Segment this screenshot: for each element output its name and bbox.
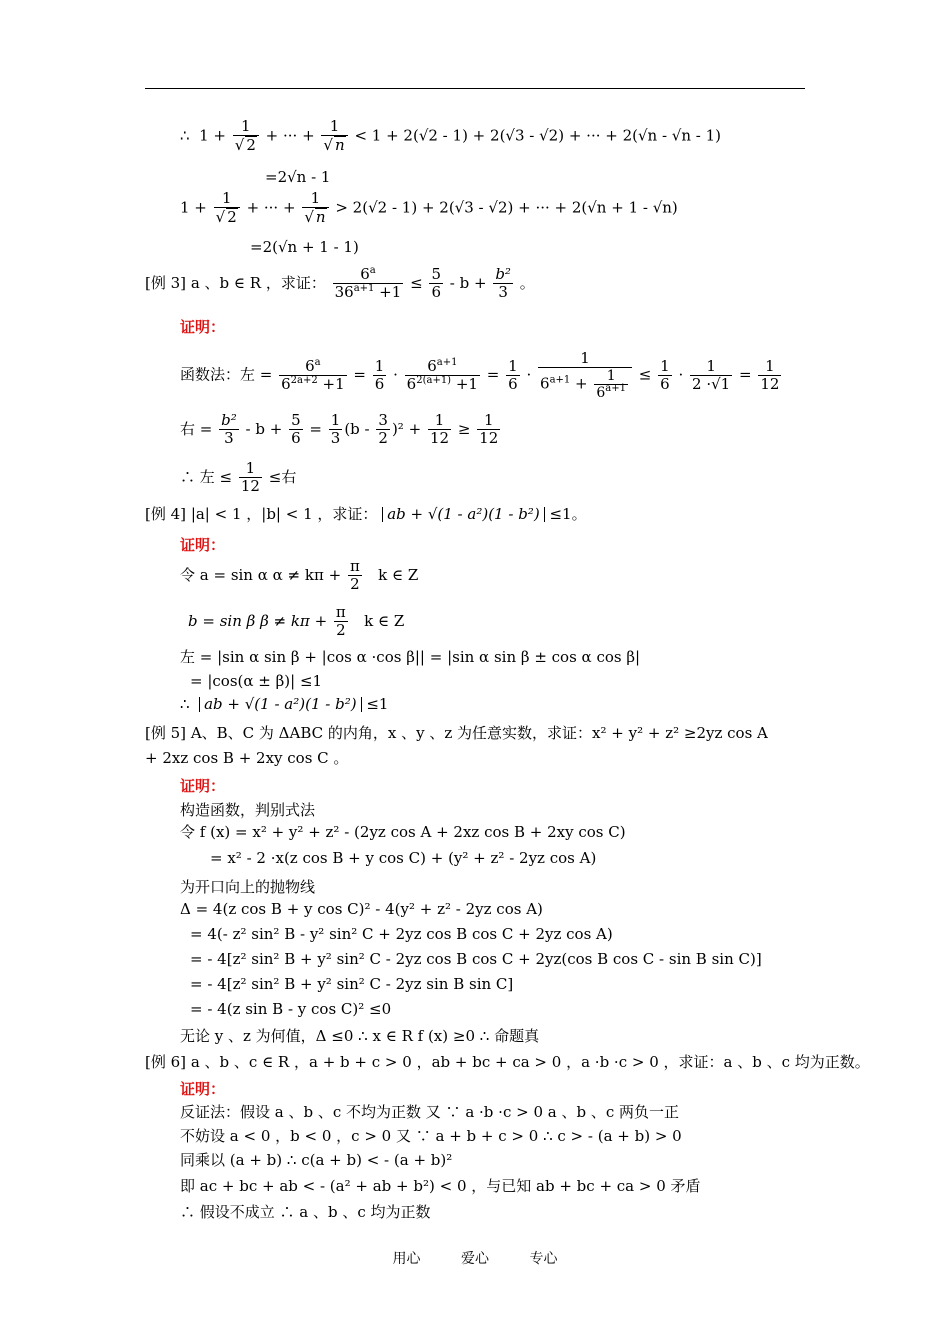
fraction: $\frac{\pi}{2}$ (335, 603, 346, 640)
left-side-line-2: = |cos(α ± β)| ≤1 (190, 672, 323, 690)
conclusion-line: ∴ 左 ≤ $\frac{1}{12}$ ≤右 (180, 459, 297, 496)
footer-text: 爱心 (461, 1251, 489, 1267)
proof-line: ∴ 假设不成立 ∴ a 、b 、c 均为正数 (180, 1203, 431, 1221)
footer-text: 专心 (529, 1251, 558, 1267)
example-label: [例 6] (145, 1053, 187, 1071)
expr-text: < 1 + 2(√2 - 1) + 2(√3 - √2) + ··· + 2(√n - √n - 1) (354, 126, 722, 145)
proof-line: 反证法：假设 a 、b 、c 不均为正数 又 ∵ a ·b ·c > 0 a 、b 、c 两负一正 (180, 1103, 680, 1121)
statement-text: 函数法：左 = (180, 365, 273, 384)
fraction: $\frac{1}{√ n}$ (302, 190, 328, 227)
proof-line: = x² - 2 ·x(z cos B + y cos C) + (y² + z² - 2yz cos A) (210, 849, 597, 867)
proof-line: 令 f (x) = x² + y² + z² - (2yz cos A + 2xz cos B + 2xy cos C) (180, 823, 626, 841)
expr-text: + ··· + (246, 198, 296, 217)
fraction: $\frac{6^{a+1}}{6^{2(a+1)} +1}$ (406, 356, 478, 394)
proof-label: 证明： (180, 1080, 226, 1098)
page-footer (0, 1248, 950, 1268)
proof-label: 证明： (180, 777, 226, 795)
therefore-symbol: ∴ (180, 126, 190, 145)
example-label: [例 4] (145, 505, 187, 523)
proof-line: Δ = 4(z cos B + y cos C)² - 4(y² + z² - 2yz cos A) (180, 900, 543, 918)
proof-line: 构造函数，判别式法 (180, 801, 316, 819)
statement-text: A、B、C 为 ΔABC 的内角，x 、y 、z 为任意实数，求证：x² + y² + z² ≥2yz cos A (190, 724, 768, 742)
fraction: $\frac{1}{6}$ (660, 356, 670, 394)
proof-line: = 4(- z² sin² B - y² sin² C + 2yz cos B cos C + 2yz cos A) (190, 925, 613, 943)
example-5-statement-cont: + 2xz cos B + 2xy cos C 。 (145, 749, 349, 767)
proof-line: = - 4[z² sin² B + y² sin² C - 2yz sin B sin C] (190, 975, 514, 993)
right-side-line: 右 = $\frac{\text{b²}}{3}$ - b + $\frac{5}{6}$ = $\frac{1}{3}$ (b - $\frac{3}{2}$ )² + $\frac{1}{12}$ ≥ $\frac{1}{12}$ (180, 411, 499, 448)
fraction: $\frac{1}{12}$ (240, 459, 260, 496)
fraction: $\frac{1}{√ 2}$ (233, 118, 259, 155)
proof-line: 不妨设 a < 0 ，b < 0 ，c > 0 又 ∵ a + b + c > 0 ∴ c > - (a + b) > 0 (180, 1127, 682, 1145)
function-method-line: 函数法：左 = $\frac{6^a}{6^{2a+2} +1}$ = $\frac{1}{6}$ · $\frac{6^{a+1}}{6^{2(a+1)} +1}$ = $\frac{1}{6}$ · 1 $6^{a+1}$ + $\frac{1}{6^{a+1}}$ ≤ $\frac{1}{6}$ · $\frac{1}{2 \cdot√1}$ = $\frac{1}{12}$ (180, 349, 780, 402)
fraction: $\frac{1}{6}$ (508, 356, 518, 394)
expr-text: + ··· + (265, 126, 315, 145)
footer-text: 用心 (392, 1251, 421, 1267)
fraction: $\frac{6^a}{6^{2a+2} +1}$ (281, 356, 345, 394)
proof-line: = - 4(z sin B - y cos C)² ≤0 (190, 1000, 392, 1018)
fraction: $\frac{6^a}{36^{a+1} +1}$ (334, 265, 402, 302)
fraction: 1 $6^{a+1}$ + $\frac{1}{6^{a+1}}$ (538, 350, 632, 401)
substitution-b: b = sin β β ≠ kπ + $\frac{\pi}{2}$ k ∈ Z (188, 603, 405, 640)
fraction: $\frac{1}{√ n}$ (321, 118, 347, 155)
example-5-statement (145, 726, 768, 741)
fraction: $\frac{1}{2 \cdot√1}$ (692, 356, 731, 394)
conclusion-line: ∴ ab + √(1 - a²)(1 - b²) ≤1 (180, 695, 389, 713)
fraction: $\frac{3}{2}$ (378, 411, 388, 448)
proof-line: 即 ac + bc + ab < - (a² + ab + b²) < 0 ，与已知 ab + bc + ca > 0 矛盾 (180, 1177, 701, 1195)
substitution-a: 令 a = sin α α ≠ kπ + $\frac{\pi}{2}$ k ∈ Z (180, 557, 419, 594)
example-6-statement (145, 1055, 870, 1070)
fraction: $\frac{1}{√ 2}$ (214, 190, 240, 227)
fraction: $\frac{1}{6}$ (374, 356, 385, 394)
inequality-line-1 (180, 118, 721, 155)
example-4-statement: [例 4] |a| < 1 ，|b| < 1 ，求证： ab + √(1 - a²)(1 - b²) ≤1。 (145, 505, 587, 523)
proof-line: 无论 y 、z 为何值，Δ ≤0 ∴ x ∈ R f (x) ≥0 ∴ 命题真 (180, 1027, 540, 1045)
expr-text: 1 + (180, 198, 207, 217)
proof-line: = - 4[z² sin² B + y² sin² C - 2yz cos B cos C + 2yz(cos B cos C - sin B sin C)] (190, 950, 762, 968)
proof-label: 证明： (180, 536, 226, 554)
proof-label: 证明： (180, 318, 226, 336)
fraction: $\frac{1}{12}$ (479, 411, 499, 448)
fraction: $\frac{5}{6}$ (291, 411, 301, 448)
statement-text: a 、b 、c ∈ R ，a + b + c > 0 ，ab + bc + ca > 0 ，a ·b ·c > 0 ，求证：a 、b 、c 均为正数。 (190, 1053, 870, 1071)
inequality-line-2 (180, 190, 678, 227)
fraction: $\frac{1}{12}$ (760, 356, 780, 394)
fraction: $\frac{5}{6}$ (431, 265, 441, 302)
example-3-statement: [例 3] a 、b ∈ R ，求证： $\frac{6^a}{36^{a+1} +1}$ ≤ $\frac{5}{6}$ - b + $\frac{\text{b²}}{3}$ 。 (145, 265, 535, 302)
fraction: $\frac{\text{b²}}{3}$ (221, 411, 237, 448)
expr-text: > 2(√2 - 1) + 2(√3 - √2) + ··· + 2(√n + 1 - √n) (335, 198, 678, 217)
proof-line: 同乘以 (a + b) ∴ c(a + b) < - (a + b)² (180, 1151, 453, 1169)
equation-line: =2(√n + 1 - 1) (250, 238, 359, 256)
proof-line: 为开口向上的抛物线 (180, 878, 316, 896)
statement-text: a 、b ∈ R ，求证： (190, 273, 326, 292)
example-label: [例 5] (145, 724, 187, 742)
fraction: $\frac{\text{b²}}{3}$ (495, 265, 511, 302)
example-label: [例 3] (145, 273, 187, 292)
equation-line: =2√n - 1 (265, 168, 331, 186)
abs-expression: ab + √(1 - a²)(1 - b²) (382, 507, 544, 522)
left-side-line: 左 = |sin α sin β + |cos α ·cos β|| = |sin α sin β ± cos α cos β| (180, 648, 641, 666)
statement-text: |a| < 1 ，|b| < 1 ，求证： (190, 505, 378, 523)
fraction: $\frac{1}{12}$ (429, 411, 450, 448)
expr-text: 1 + (199, 126, 226, 145)
fraction: $\frac{\pi}{2}$ (349, 557, 360, 594)
fraction: $\frac{1}{3}$ (330, 411, 341, 448)
header-rule (145, 88, 805, 89)
